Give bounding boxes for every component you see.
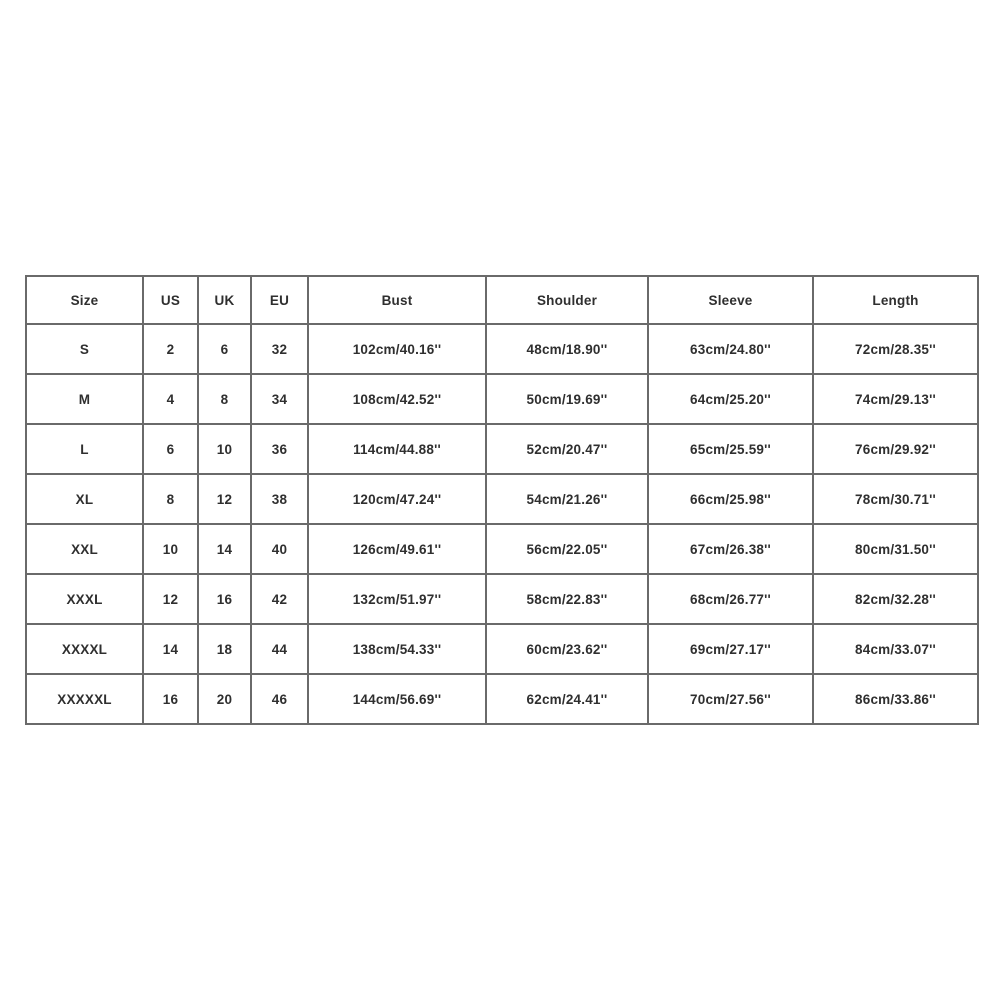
cell-us: 8 bbox=[143, 474, 198, 524]
cell-shoulder: 50cm/19.69'' bbox=[486, 374, 648, 424]
cell-bust: 132cm/51.97'' bbox=[308, 574, 486, 624]
cell-us: 14 bbox=[143, 624, 198, 674]
cell-shoulder: 60cm/23.62'' bbox=[486, 624, 648, 674]
cell-sleeve: 65cm/25.59'' bbox=[648, 424, 813, 474]
cell-sleeve: 64cm/25.20'' bbox=[648, 374, 813, 424]
cell-length: 86cm/33.86'' bbox=[813, 674, 978, 724]
cell-uk: 12 bbox=[198, 474, 251, 524]
cell-size: L bbox=[26, 424, 143, 474]
cell-size: XL bbox=[26, 474, 143, 524]
cell-eu: 44 bbox=[251, 624, 308, 674]
cell-us: 4 bbox=[143, 374, 198, 424]
cell-bust: 120cm/47.24'' bbox=[308, 474, 486, 524]
cell-eu: 36 bbox=[251, 424, 308, 474]
cell-length: 76cm/29.92'' bbox=[813, 424, 978, 474]
cell-size: XXXL bbox=[26, 574, 143, 624]
cell-eu: 32 bbox=[251, 324, 308, 374]
cell-eu: 46 bbox=[251, 674, 308, 724]
cell-bust: 126cm/49.61'' bbox=[308, 524, 486, 574]
cell-length: 78cm/30.71'' bbox=[813, 474, 978, 524]
cell-size: M bbox=[26, 374, 143, 424]
cell-eu: 38 bbox=[251, 474, 308, 524]
header-eu: EU bbox=[251, 276, 308, 324]
cell-length: 72cm/28.35'' bbox=[813, 324, 978, 374]
cell-us: 2 bbox=[143, 324, 198, 374]
header-row bbox=[26, 276, 978, 324]
header-shoulder: Shoulder bbox=[486, 276, 648, 324]
cell-us: 12 bbox=[143, 574, 198, 624]
cell-us: 6 bbox=[143, 424, 198, 474]
cell-uk: 14 bbox=[198, 524, 251, 574]
table-row-m bbox=[26, 374, 978, 424]
table-row-xxl bbox=[26, 524, 978, 574]
cell-uk: 18 bbox=[198, 624, 251, 674]
table-row-s bbox=[26, 324, 978, 374]
cell-size: XXL bbox=[26, 524, 143, 574]
header-us: US bbox=[143, 276, 198, 324]
cell-shoulder: 58cm/22.83'' bbox=[486, 574, 648, 624]
cell-shoulder: 52cm/20.47'' bbox=[486, 424, 648, 474]
table-row-xl bbox=[26, 474, 978, 524]
cell-bust: 144cm/56.69'' bbox=[308, 674, 486, 724]
cell-shoulder: 54cm/21.26'' bbox=[486, 474, 648, 524]
cell-bust: 102cm/40.16'' bbox=[308, 324, 486, 374]
cell-sleeve: 63cm/24.80'' bbox=[648, 324, 813, 374]
cell-eu: 34 bbox=[251, 374, 308, 424]
cell-shoulder: 56cm/22.05'' bbox=[486, 524, 648, 574]
cell-eu: 42 bbox=[251, 574, 308, 624]
header-bust: Bust bbox=[308, 276, 486, 324]
header-size: Size bbox=[26, 276, 143, 324]
table-row-xxxxl bbox=[26, 624, 978, 674]
cell-bust: 114cm/44.88'' bbox=[308, 424, 486, 474]
cell-length: 82cm/32.28'' bbox=[813, 574, 978, 624]
cell-bust: 138cm/54.33'' bbox=[308, 624, 486, 674]
cell-bust: 108cm/42.52'' bbox=[308, 374, 486, 424]
cell-sleeve: 69cm/27.17'' bbox=[648, 624, 813, 674]
size-chart-table bbox=[25, 275, 979, 725]
cell-size: XXXXXL bbox=[26, 674, 143, 724]
cell-sleeve: 67cm/26.38'' bbox=[648, 524, 813, 574]
table-row-l bbox=[26, 424, 978, 474]
cell-shoulder: 48cm/18.90'' bbox=[486, 324, 648, 374]
header-length: Length bbox=[813, 276, 978, 324]
cell-uk: 6 bbox=[198, 324, 251, 374]
cell-length: 80cm/31.50'' bbox=[813, 524, 978, 574]
cell-size: S bbox=[26, 324, 143, 374]
cell-sleeve: 70cm/27.56'' bbox=[648, 674, 813, 724]
cell-us: 10 bbox=[143, 524, 198, 574]
cell-uk: 10 bbox=[198, 424, 251, 474]
cell-length: 74cm/29.13'' bbox=[813, 374, 978, 424]
cell-uk: 20 bbox=[198, 674, 251, 724]
cell-sleeve: 66cm/25.98'' bbox=[648, 474, 813, 524]
cell-uk: 8 bbox=[198, 374, 251, 424]
cell-length: 84cm/33.07'' bbox=[813, 624, 978, 674]
cell-size: XXXXL bbox=[26, 624, 143, 674]
cell-sleeve: 68cm/26.77'' bbox=[648, 574, 813, 624]
table-row-xxxxxl bbox=[26, 674, 978, 724]
table-row-xxxl bbox=[26, 574, 978, 624]
cell-shoulder: 62cm/24.41'' bbox=[486, 674, 648, 724]
cell-eu: 40 bbox=[251, 524, 308, 574]
cell-uk: 16 bbox=[198, 574, 251, 624]
header-sleeve: Sleeve bbox=[648, 276, 813, 324]
cell-us: 16 bbox=[143, 674, 198, 724]
header-uk: UK bbox=[198, 276, 251, 324]
